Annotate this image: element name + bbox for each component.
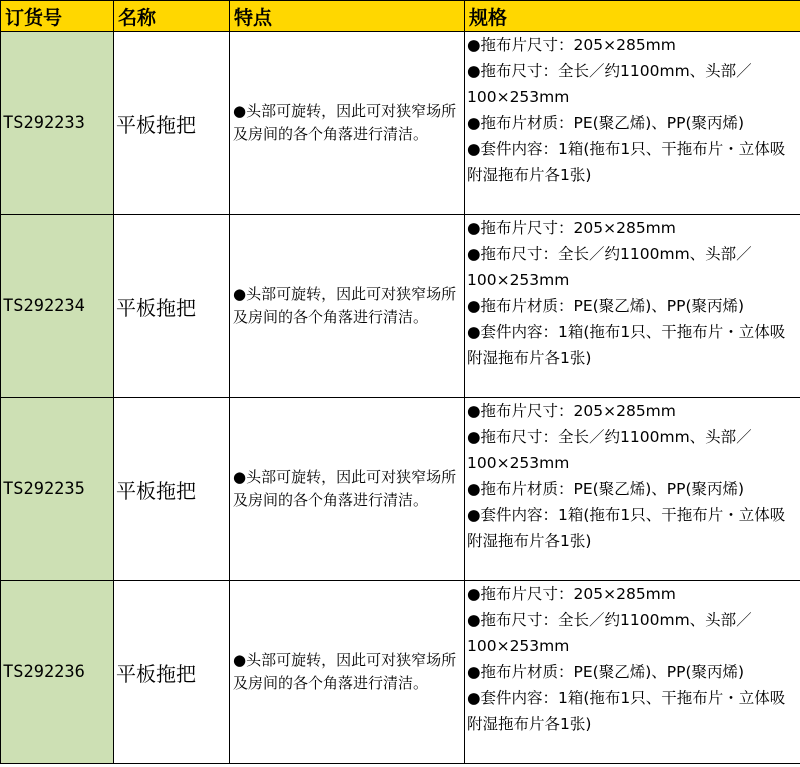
spec-line: ●拖布尺寸：全长／约1100mm、头部／100×253mm	[467, 62, 752, 106]
spec-line: ●拖布片材质：PE(聚乙烯)、PP(聚丙烯)	[467, 297, 745, 315]
header-specs: 规格	[465, 1, 800, 32]
spec-cell	[465, 398, 800, 581]
table-row	[1, 398, 800, 581]
spec-cell	[465, 32, 800, 215]
spec-cell	[465, 581, 800, 764]
table-row	[1, 581, 800, 764]
spec-cell	[465, 215, 800, 398]
product-name-cell: 平板拖把	[114, 32, 230, 215]
product-name-cell: 平板拖把	[114, 581, 230, 764]
spec-line: ●套件内容：1箱(拖布1只、干拖布片・立体吸附湿拖布片各1张)	[467, 323, 786, 367]
spec-line: ●套件内容：1箱(拖布1只、干拖布片・立体吸附湿拖布片各1张)	[467, 689, 786, 733]
spec-line: ●拖布片尺寸：205×285mm	[467, 585, 676, 603]
order-number-cell: TS292236	[1, 581, 114, 764]
header-order-number: 订货号	[1, 1, 114, 32]
product-name-cell: 平板拖把	[114, 215, 230, 398]
spec-line: ●拖布片尺寸：205×285mm	[467, 402, 676, 420]
spec-line: ●拖布尺寸：全长／约1100mm、头部／100×253mm	[467, 611, 752, 655]
order-number-cell: TS292233	[1, 32, 114, 215]
spec-line: ●套件内容：1箱(拖布1只、干拖布片・立体吸附湿拖布片各1张)	[467, 506, 786, 550]
spec-line: ●拖布片材质：PE(聚乙烯)、PP(聚丙烯)	[467, 114, 745, 132]
table-row	[1, 215, 800, 398]
order-number-cell: TS292235	[1, 398, 114, 581]
spec-line: ●拖布片尺寸：205×285mm	[467, 219, 676, 237]
order-number-cell: TS292234	[1, 215, 114, 398]
header-row	[1, 1, 800, 32]
feature-cell: ●头部可旋转，因此可对狭窄场所及房间的各个角落进行清洁。	[230, 32, 465, 215]
table-row	[1, 32, 800, 215]
header-name: 名称	[114, 1, 230, 32]
spec-line: ●拖布尺寸：全长／约1100mm、头部／100×253mm	[467, 428, 752, 472]
product-name-cell: 平板拖把	[114, 398, 230, 581]
spec-line: ●拖布片材质：PE(聚乙烯)、PP(聚丙烯)	[467, 663, 745, 681]
feature-cell: ●头部可旋转，因此可对狭窄场所及房间的各个角落进行清洁。	[230, 215, 465, 398]
spec-line: ●拖布片尺寸：205×285mm	[467, 36, 676, 54]
spec-line: ●拖布尺寸：全长／约1100mm、头部／100×253mm	[467, 245, 752, 289]
spec-line: ●拖布片材质：PE(聚乙烯)、PP(聚丙烯)	[467, 480, 745, 498]
spec-line: ●套件内容：1箱(拖布1只、干拖布片・立体吸附湿拖布片各1张)	[467, 140, 786, 184]
header-features: 特点	[230, 1, 465, 32]
feature-cell: ●头部可旋转，因此可对狭窄场所及房间的各个角落进行清洁。	[230, 581, 465, 764]
feature-cell: ●头部可旋转，因此可对狭窄场所及房间的各个角落进行清洁。	[230, 398, 465, 581]
